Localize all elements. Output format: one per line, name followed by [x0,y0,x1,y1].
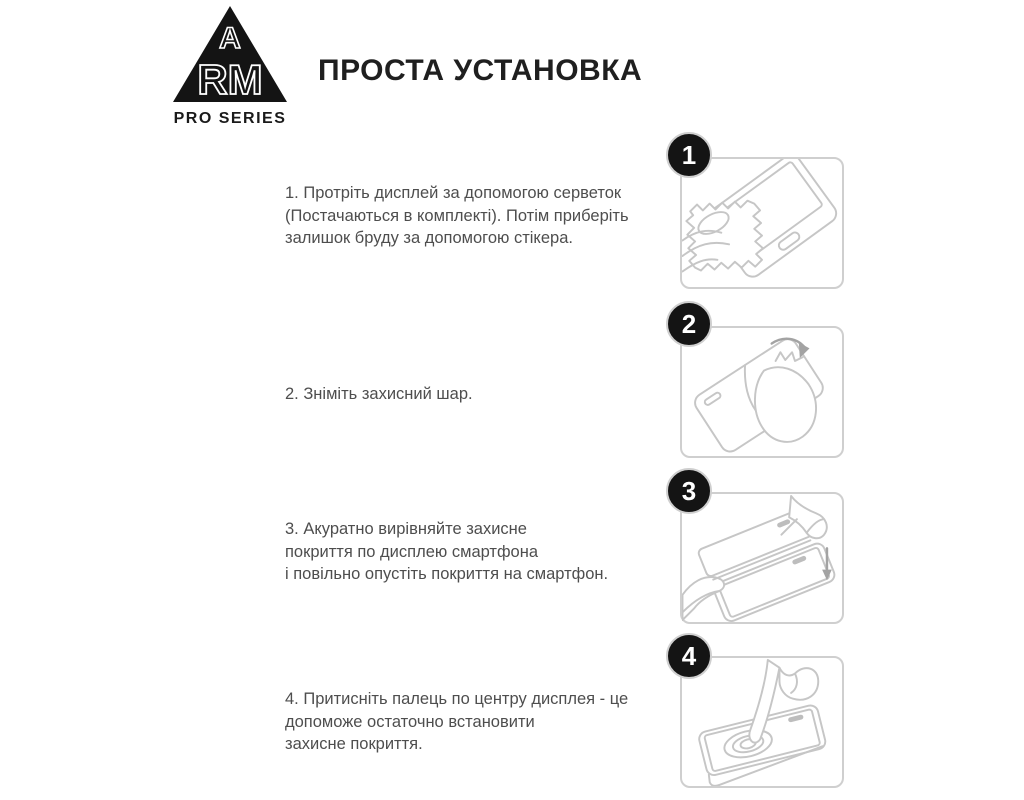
step-2-line-1: 2. Зніміть захисний шар. [285,385,473,403]
step-3-line-3: і повільно опустіть покриття на смартфон. [285,565,609,583]
step-3-number: 3 [681,475,697,506]
cleaning-cloth [686,201,763,271]
step-1-line-2: (Постачаються в комплекті). Потім приберіть [285,206,629,225]
step-3-instructions [285,518,670,586]
step-3-figure-frame [680,492,844,624]
step-1-number: 1 [681,139,697,170]
step-1-line-1: 1. Протріть дисплей за допомогою серветок [285,184,622,202]
step-4-number: 4 [681,640,697,671]
step-2-number: 2 [681,308,697,339]
step-3-line-1: 3. Акуратно вирівняйте захисне [285,520,527,538]
step-1-line-3: залишок бруду за допомогою стікера. [285,229,573,247]
brand-logo [160,6,300,130]
arm-pro-series-logo-icon [160,6,300,130]
logo-letters-rm: RM [197,56,263,103]
step-3-number-badge [666,468,712,514]
press-center-illustration [682,658,842,786]
logo-letter-a: A [219,22,241,55]
logo-subtitle: PRO SERIES [173,110,287,127]
step-4-figure-frame [680,656,844,788]
step-4-line-3: захисне покриття. [285,735,423,753]
step-2-instructions [285,383,670,406]
step-1-figure-frame [680,157,844,289]
step-4-line-2: допоможе остаточно встановити [285,712,535,731]
step-3-line-2: покриття по дисплею смартфона [285,542,539,561]
step-1-instructions [285,182,670,250]
wipe-display-illustration [682,159,842,287]
step-4-number-badge [666,633,712,679]
step-1-number-badge [666,132,712,178]
page-title: ПРОСТА УСТАНОВКА [318,54,643,87]
step-4-line-1: 4. Притисніть палець по центру дисплея - це [285,690,629,708]
align-protector-illustration [682,494,842,622]
peel-layer-illustration [682,328,842,456]
step-2-number-badge [666,301,712,347]
step-2-figure-frame [680,326,844,458]
step-4-instructions [285,688,670,756]
